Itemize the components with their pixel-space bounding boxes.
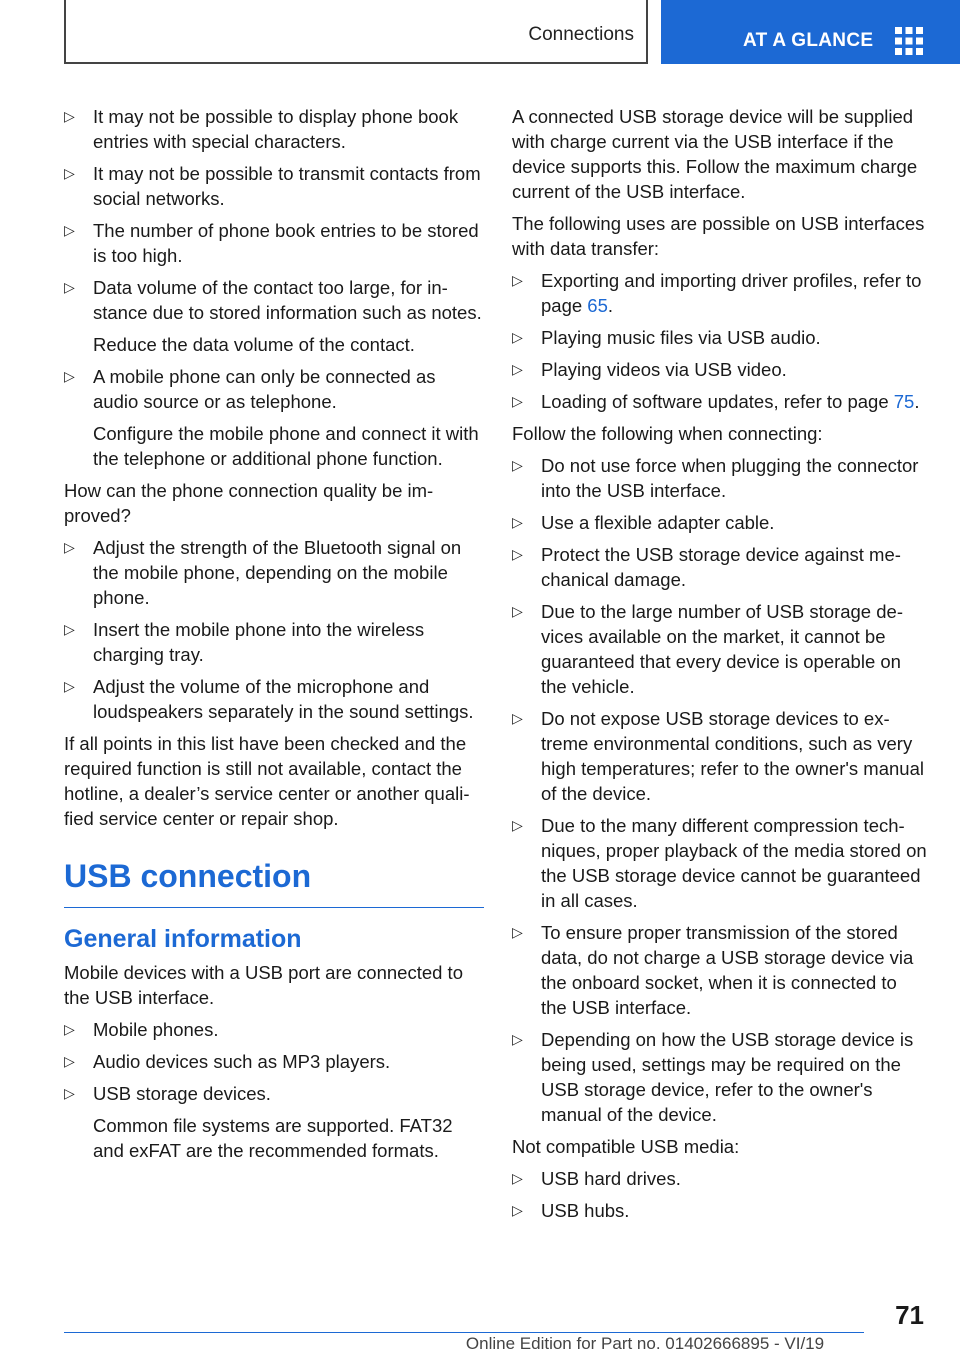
triangle-bullet-icon: ▷	[512, 546, 523, 562]
triangle-bullet-icon: ▷	[512, 1202, 523, 1218]
quality-question: How can the phone connection quality be improved?	[64, 480, 434, 526]
triangle-bullet-icon: ▷	[512, 1170, 523, 1186]
footer-divider	[64, 1332, 864, 1333]
list-item-text: Due to the large number of USB storage devices available on the market, it cannot be guaranteed that every device is operable on the vehicle.	[541, 601, 903, 697]
bullet-list-devices	[64, 1017, 484, 1163]
closing-paragraph: If all points in this list have been checked and the required function is still not available, contact the hotline, a dealer’s service center or another qualified service center or repair shop.	[64, 733, 470, 829]
list-item-text: Do not use force when plugging the connector into the USB interface.	[541, 455, 919, 501]
list-item-text: Data volume of the contact too large, for instance due to stored information such as notes.	[93, 277, 482, 323]
bullet-list-quality	[64, 535, 484, 724]
list-item	[512, 542, 927, 592]
list-item-text: The number of phone book entries to be stored is too high.	[93, 220, 479, 266]
list-item	[64, 104, 484, 154]
page-link[interactable]: 75	[893, 391, 915, 412]
list-item-text: USB storage devices.	[93, 1083, 271, 1104]
list-item-text: A mobile phone can only be connected as audio source or as telephone.	[93, 366, 436, 412]
page-link[interactable]: 65	[587, 295, 608, 316]
grid-icon[interactable]	[895, 27, 923, 55]
list-item-text: Exporting and importing driver profiles, refer to page	[541, 270, 922, 316]
list-item	[512, 389, 927, 414]
list-item	[512, 268, 927, 318]
list-item-text: Adjust the strength of the Bluetooth signal on the mobile phone, depending on the mobile phone.	[93, 537, 462, 608]
list-item-text: Insert the mobile phone into the wireless charging tray.	[93, 619, 425, 665]
list-item	[64, 218, 484, 268]
triangle-bullet-icon: ▷	[512, 514, 523, 530]
header-section-box	[64, 0, 648, 64]
list-item	[512, 1166, 927, 1191]
triangle-bullet-icon: ▷	[64, 108, 75, 124]
page-number: 71	[895, 1300, 924, 1330]
list-item-text: Use a flexible adapter cable.	[541, 512, 775, 533]
list-item	[512, 325, 927, 350]
triangle-bullet-icon: ▷	[512, 329, 523, 345]
usb-intro: Mobile devices with a USB port are connected to the USB interface.	[64, 962, 463, 1008]
list-item-text: USB hubs.	[541, 1200, 630, 1221]
triangle-bullet-icon: ▷	[64, 678, 75, 694]
list-item-text-end: .	[607, 295, 614, 316]
bullet-list-phonebook	[64, 104, 484, 471]
list-item-text: It may not be possible to display phone book entries with special characters.	[93, 106, 459, 152]
list-item	[512, 599, 927, 699]
list-item-text: Due to the many different compression techniques, proper playback of the media stored on the USB storage device cannot be guaranteed in all cases.	[541, 815, 927, 911]
triangle-bullet-icon: ▷	[512, 924, 523, 940]
list-item-note: Reduce the data volume of the contact.	[93, 334, 415, 355]
list-item	[64, 617, 484, 667]
list-item-text-end: .	[914, 391, 920, 412]
section-title: USB connection	[64, 857, 484, 908]
list-item	[512, 1198, 927, 1223]
triangle-bullet-icon: ▷	[64, 621, 75, 637]
list-item	[64, 1017, 484, 1042]
charge-paragraph: A connected USB storage device will be supplied with charge current via the USB interface if the device supports this. Follow the maximum charge current of the USB interface.	[512, 106, 918, 202]
list-item-text: Audio devices such as MP3 players.	[93, 1051, 391, 1072]
uses-paragraph: The following uses are possible on USB interfaces with data transfer:	[512, 213, 925, 259]
triangle-bullet-icon: ▷	[64, 1085, 75, 1101]
triangle-bullet-icon: ▷	[64, 222, 75, 238]
triangle-bullet-icon: ▷	[512, 457, 523, 473]
list-item	[64, 161, 484, 211]
bullet-list-connecting	[512, 453, 927, 1127]
left-column	[64, 104, 484, 1170]
triangle-bullet-icon: ▷	[64, 165, 75, 181]
list-item	[512, 357, 927, 382]
list-item	[64, 275, 484, 325]
list-item-text: Playing videos via USB video.	[541, 359, 787, 380]
subsection-title: General information	[64, 925, 302, 953]
list-item	[64, 1049, 484, 1074]
list-item	[512, 1027, 927, 1127]
list-item-text: Adjust the volume of the microphone and loudspeakers separately in the sound settings.	[93, 676, 474, 722]
list-item-text: Depending on how the USB storage device is being used, settings may be required on the USB storage device, refer to the owner's manual of the device.	[541, 1029, 914, 1125]
triangle-bullet-icon: ▷	[64, 1021, 75, 1037]
footer-edition: Online Edition for Part no. 01402666895 - VI/19	[465, 1334, 825, 1353]
list-item-text: Loading of software updates, refer to page	[541, 391, 894, 412]
triangle-bullet-icon: ▷	[64, 539, 75, 555]
list-item	[512, 813, 927, 913]
right-column	[512, 104, 927, 1230]
bullet-list-incompatible	[512, 1166, 927, 1223]
bullet-list-uses	[512, 268, 927, 414]
triangle-bullet-icon: ▷	[64, 279, 75, 295]
list-item	[64, 1081, 484, 1106]
connecting-paragraph: Follow the following when connecting:	[512, 423, 823, 444]
header-chapter-box[interactable]	[661, 0, 960, 64]
triangle-bullet-icon: ▷	[512, 393, 523, 409]
triangle-bullet-icon: ▷	[64, 1053, 75, 1069]
list-item	[512, 453, 927, 503]
incompatible-paragraph: Not compatible USB media:	[512, 1136, 740, 1157]
triangle-bullet-icon: ▷	[512, 817, 523, 833]
triangle-bullet-icon: ▷	[512, 361, 523, 377]
triangle-bullet-icon: ▷	[512, 1031, 523, 1047]
list-item-text: USB hard drives.	[541, 1168, 681, 1189]
triangle-bullet-icon: ▷	[64, 368, 75, 384]
triangle-bullet-icon: ▷	[512, 710, 523, 726]
triangle-bullet-icon: ▷	[512, 603, 523, 619]
list-item	[512, 706, 927, 806]
list-item	[512, 510, 927, 535]
header-chapter-title[interactable]: AT A GLANCE	[743, 30, 874, 51]
list-item	[64, 535, 484, 610]
list-item-note: Common file systems are supported. FAT32 and exFAT are the recommended formats.	[93, 1115, 453, 1161]
triangle-bullet-icon: ▷	[512, 272, 523, 288]
list-item-text: To ensure proper transmission of the stored data, do not charge a USB storage device via the onboard socket, when it is connected to the USB interface.	[541, 922, 914, 1018]
list-item-text: It may not be possible to transmit contacts from social networks.	[93, 163, 481, 209]
list-item-note: Configure the mobile phone and connect it with the telephone or additional phone function.	[93, 423, 479, 469]
list-item	[64, 674, 484, 724]
list-item-text: Playing music files via USB audio.	[541, 327, 821, 348]
list-item	[64, 364, 484, 414]
list-item	[512, 920, 927, 1020]
header-section-title: Connections	[528, 24, 634, 45]
list-item-text: Do not expose USB storage devices to extreme environmental conditions, such as very high temperatures; refer to the owner's manual of the device.	[541, 708, 924, 804]
list-item-text: Protect the USB storage device against mechanical damage.	[541, 544, 901, 590]
list-item-text: Mobile phones.	[93, 1019, 219, 1040]
